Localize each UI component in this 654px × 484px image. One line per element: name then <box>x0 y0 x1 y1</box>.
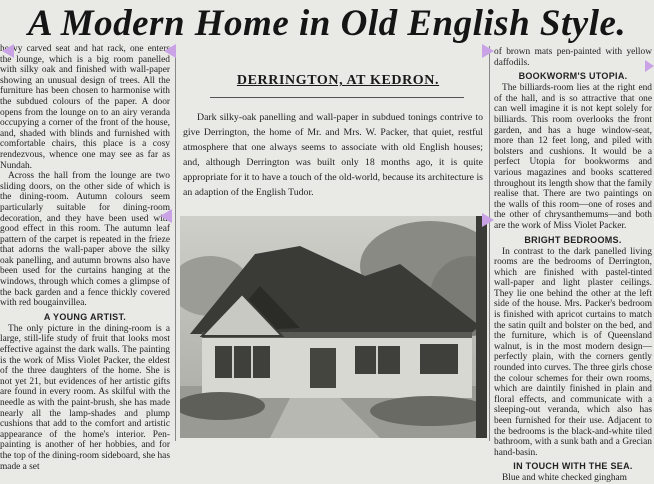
left-paragraph-1: heavy carved seat and hat rack, one enters the lounge, which is a big room panelled with silky oak and finished with wall-paper showing an unusual design of trees. All the furniture has been chosen to harmonise with the subdued colours of the paper. A door opens from the lounge on to an airy veranda occupying a corner of the front of the house, and, shaded with blinds and furnished with comfortable chairs, this place is a cosy rendezvous, whence one may see as far as Nundah. <box>0 44 170 171</box>
next-marker-icon[interactable] <box>482 213 494 227</box>
subheading-young-artist: A YOUNG ARTIST. <box>43 311 127 322</box>
right-column <box>494 47 652 484</box>
column-divider-left <box>175 46 176 441</box>
left-paragraph-2: Across the hall from the lounge are two sliding doors, on the other side of which is the dining-room. Autumn colours seem particularly suitable for dining-room decoration, and they have been used with good effect in this room. The autumn leaf pattern of the carpet is repeated in the frieze that adorns the wall-paper above the silky oak panelling, and autumn browns also have been used for the curtains hanging at the windows, through which comes a glimpse of the back garden and a fence thickly covered with red bougainvillea. <box>0 171 170 309</box>
next-marker-icon[interactable] <box>645 60 654 72</box>
page-headline: A Modern Home in Old English Style. <box>27 3 627 44</box>
heading-rule <box>210 97 464 98</box>
right-paragraph-3: Blue and white checked gingham <box>502 473 627 484</box>
article-heading: DERRINGTON, AT KEDRON. <box>236 73 440 88</box>
article-lede: Dark silky-oak panelling and wall-paper in subdued tonings contrive to give Derrington, the home of Mr. and Mrs. W. Packer, that quiet, restful atmosphere that one always seems to associate with old English houses; and, although Derrington was built only 18 months ago, it is quite appropriate for it to have a touch of the old-world, because its architecture is an adaption of the English Tudor. <box>183 112 483 198</box>
subheading-bookworms-utopia: BOOKWORM'S UTOPIA. <box>518 71 628 82</box>
house-illustration <box>180 216 487 438</box>
prev-marker-icon[interactable] <box>164 44 176 58</box>
prev-marker-icon[interactable] <box>2 44 14 58</box>
next-marker-icon[interactable] <box>482 44 494 58</box>
left-column <box>0 44 170 472</box>
right-paragraph-2: In contrast to the dark panelled living rooms are the bedrooms of Derrington, which are finished with pastel-tinted wall-paper and light plaster ceilings. They lie one behind the other at the left side of the house. Mrs. Packer's bedroom is finished with apricot curtains to match the satin quilt and bolster on the bed, and the furniture, which is of Queensland walnut, is in the most modern design—perfectly plain, with the corners gently rounded into curves. The three girls chose the colour schemes for their own rooms, which are daintily finished in plain and floral effects, and communicate with a sleeping-out veranda, which also has been furnished for their use. Adjacent to the bedrooms is the black-and-white tiled bathroom, with a sunk bath and a Grecian hand-basin. <box>494 246 652 458</box>
right-intro: of brown mats pen-painted with yellow daffodils. <box>494 47 652 68</box>
subheading-bright-bedrooms: BRIGHT BEDROOMS. <box>524 234 622 245</box>
subheading-in-touch-with-the-sea: IN TOUCH WITH THE SEA. <box>513 461 633 472</box>
column-divider-right <box>489 46 490 441</box>
house-photo <box>180 216 487 438</box>
prev-marker-icon[interactable] <box>160 209 172 223</box>
right-paragraph-1: The billiards-room lies at the right end of the hall, and is so attractive that one can well imagine it is not kept solely for billiards. This room overlooks the front garden, and has a huge window-seat, more than 12 feet long, and piled with bolsters and cushions. It would be a perfect Utopia for bookworms and various magazines and books scattered throughout its length show that the family realise that. There are two paintings on the walls of this room—one of roses and the other of chrysanthemums—and both are the work of Miss Violet Packer. <box>494 83 652 231</box>
left-paragraph-3: The only picture in the dining-room is a large, still-life study of fruit that looks most effective against the dark walls. The painting is the work of Miss Violet Packer, the eldest of the three daughters of the home. She is not yet 21, but evidences of her artistic gifts are found in every room. As skilful with the needle as with the paint-brush, she has made nearly all the lamp-shades and plump cushions that add to the comfort and artistic appearance of the home's interior. Pen-painting is another of her hobbies, and for the top of the dining-room sideboard, she has made a set <box>0 323 170 472</box>
